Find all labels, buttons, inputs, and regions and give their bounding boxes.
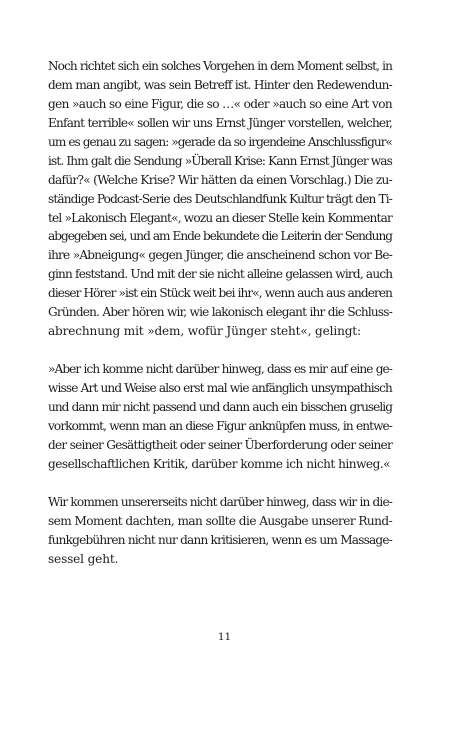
text-line: tel »Lakonisch Elegant«, wozu an dieser Stelle kein Kommentar — [48, 210, 392, 225]
text-line: abgegeben sei, und am Ende bekundete die Leiterin der Sendung — [48, 229, 392, 244]
text-line: dieser Hörer »ist ein Stück weit bei ihr«, wenn auch aus anderen — [48, 286, 392, 301]
text-line: dem man angibt, was sein Betreff ist. Hinter den Redewendun- — [48, 77, 392, 92]
block-quote — [48, 360, 392, 474]
text-line: sem Moment dachten, man sollte die Ausgabe unserer Rund- — [48, 513, 393, 528]
paragraph-gap — [48, 474, 392, 493]
text-line: der seiner Gesättigtheit oder seiner Überforderung oder seiner — [48, 437, 392, 452]
text-line: um es genau zu sagen: »gerade da so irgendeine Anschlussfigur« — [48, 134, 392, 149]
text-line: funkgebühren nicht nur dann kritisieren, wenn es um Massage- — [48, 532, 392, 547]
paragraph-3 — [48, 493, 392, 569]
text-line: sessel geht. — [48, 551, 119, 566]
text-line: Noch richtet sich ein solches Vorgehen in dem Moment selbst, in — [48, 59, 392, 73]
text-line: ist. Ihm galt die Sendung »Überall Krise: Kann Ernst Jünger was — [48, 153, 392, 168]
text-line: und dann mir nicht passend und dann auch ein bisschen gruselig — [48, 399, 392, 414]
text-line: wisse Art und Weise also erst mal wie anfänglich unsympathisch — [48, 381, 392, 395]
text-line: Gründen. Aber hören wir, wie lakonisch elegant ihr die Schluss- — [48, 305, 392, 320]
paragraph-gap — [48, 341, 392, 360]
text-line: Enfant terrible« sollen wir uns Ernst Jünger vorstellen, welcher, — [48, 115, 392, 130]
text-line: ständige Podcast-Serie des Deutschlandfunk Kultur trägt den Ti- — [48, 191, 392, 206]
text-line: vorkommt, wenn man an diese Figur anknüpfen muss, in entwe- — [48, 418, 392, 433]
text-line: abrechnung mit »dem, wofür Jünger steht«, gelingt: — [48, 324, 361, 339]
page-number: 11 — [217, 631, 232, 643]
text-line: gen »auch so eine Figur, die so …« oder »auch so eine Art von — [48, 96, 392, 111]
text-line: ihre »Abneigung« gegen Jünger, die anscheinend schon vor Be- — [48, 248, 392, 263]
text-line: »Aber ich komme nicht darüber hinweg, dass es mir auf eine ge- — [48, 362, 392, 377]
text-line: Wir kommen unsererseits nicht darüber hinweg, dass wir in die- — [48, 494, 392, 509]
body-text — [48, 57, 392, 568]
paragraph-1 — [48, 57, 392, 341]
text-line: ginn feststand. Und mit der sie nicht alleine gelassen wird, auch — [48, 267, 393, 282]
text-line: dafür?« (Welche Krise? Wir hätten da einen Vorschlag.) Die zu- — [48, 172, 392, 187]
text-line: gesellschaftlichen Kritik, darüber komme ich nicht hinweg.« — [48, 456, 391, 471]
